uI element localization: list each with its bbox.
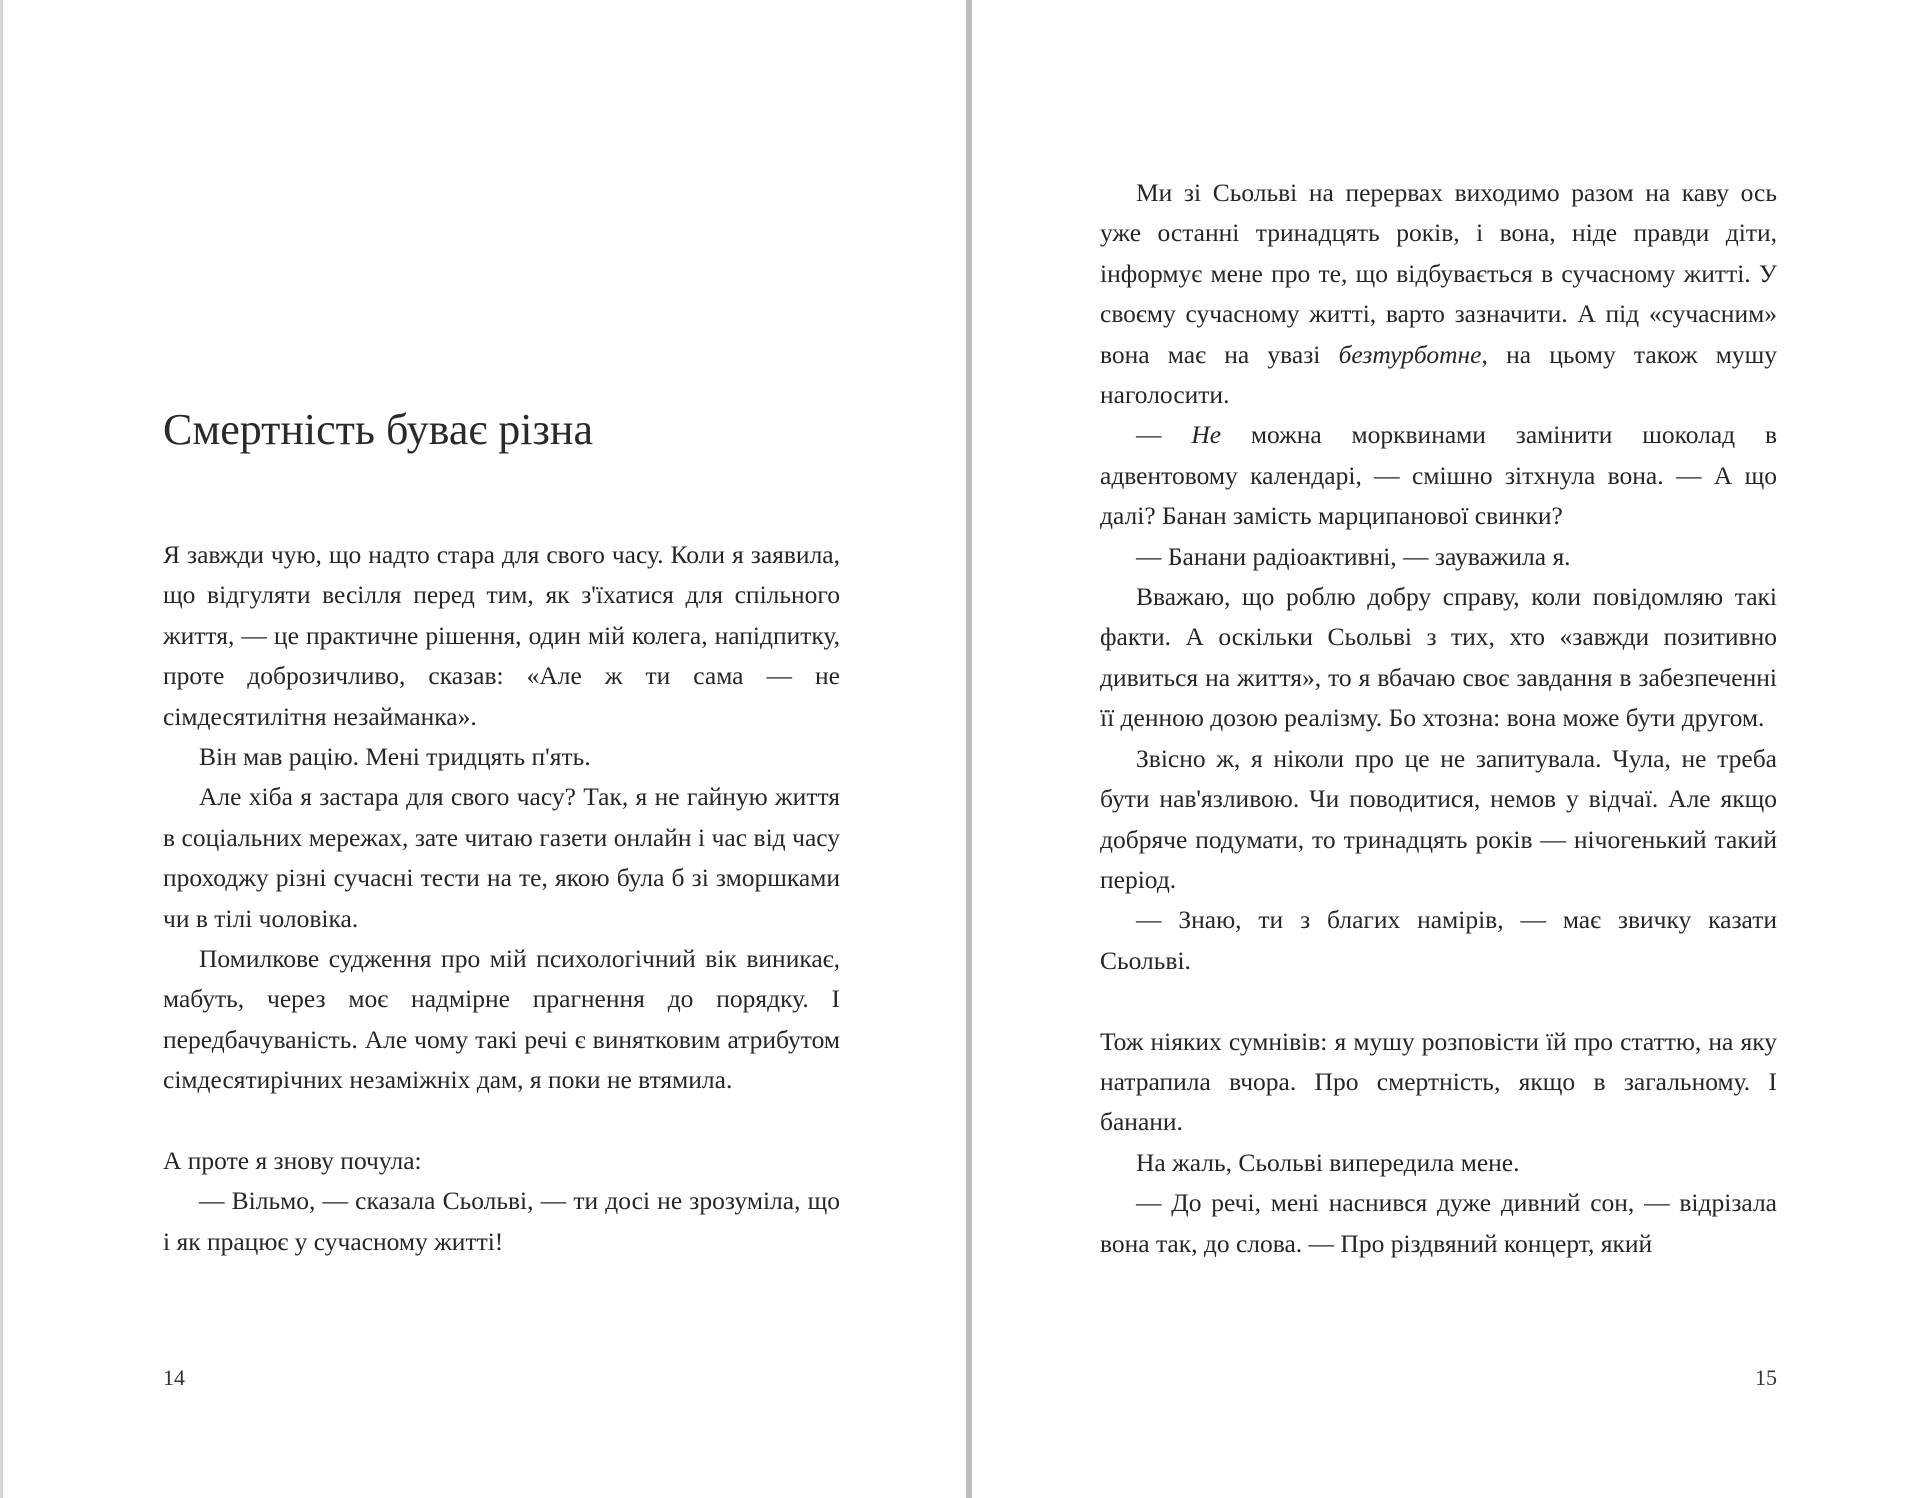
paragraph-text: , на цьому також мушу наголосити.	[1100, 339, 1778, 410]
paragraph: Він мав рацію. Мені тридцять п'ять.	[199, 742, 591, 772]
paragraph: Вважаю, що роблю добру справу, коли повідомляю такі факти. А оскільки Сьольві з тих, хто «завжди позитивно дивиться на життя», то я вбачаю своє завдання в забезпеченні її денною дозою реалізму. Бо хтозна: вона може бути другом.	[1100, 582, 1777, 733]
paragraph-text: Ми зі Сьольві на перервах виходимо разом на каву ось уже останні тринадцять років, і вона, ніде правди діти, інформує мене про те, що відбувається в сучасному житті. У своєму сучасному житті, варто зазначити. А під «сучасним» вона має на увазі	[1100, 178, 1777, 369]
paragraph: Помилкове судження про мій психологічний вік виникає, мабуть, через моє надмірне прагнення до порядку. І передбачуваність. Але чому такі речі є винятковим атрибутом сімдесятирічних незаміжніх дам, я поки не втямила.	[163, 944, 840, 1095]
right-page	[972, 0, 1920, 1498]
paragraph: А проте я знову почула:	[163, 1146, 422, 1176]
paragraph: На жаль, Сьольві випередила мене.	[1136, 1147, 1520, 1177]
paragraph	[1100, 415, 1777, 536]
left-page-text	[163, 535, 840, 1262]
paragraph: — Вільмо, — сказала Сьольві, — ти досі не зрозуміла, що і як працює у сучасному житті!	[163, 1186, 840, 1256]
emphasis: безтурботне	[1338, 339, 1482, 369]
emphasis: Не	[1191, 420, 1222, 450]
paragraph: Я завжди чую, що надто стара для свого часу. Коли я заявила, що відгуляти весілля перед тим, як з'їхатися для спільного життя, — це практичне рішення, один мій колега, напідпитку, проте доброзичливо, сказав: «Але ж ти сама — не сімдесятилітня незайманка».	[163, 540, 840, 731]
page-number: 14	[163, 1365, 185, 1390]
paragraph: Звісно ж, я ніколи про це не запитувала. Чула, не треба бути нав'язливою. Чи поводитися, немов у відчаї. Але якщо добряче подумати, то тринадцять років — нічогенький такий період.	[1100, 743, 1777, 894]
paragraph: — Банани радіоактивні, — зауважила я.	[1136, 541, 1571, 571]
chapter-title: Смертність буває різна	[163, 405, 593, 454]
paragraph: Тож ніяких сумнівів: я мушу розповісти їй про статтю, на яку натрапила вчора. Про смертність, якщо в загальному. І банани.	[1100, 1026, 1777, 1137]
paragraph	[1100, 173, 1777, 415]
dialogue-dash: —	[1136, 420, 1192, 450]
right-page-text	[1100, 173, 1777, 1264]
paragraph: — Знаю, ти з благих намірів, — має звичку казати Сьольві.	[1100, 905, 1777, 975]
page-number: 15	[1755, 1365, 1777, 1390]
paragraph-text: можна морквинами замінити шоколад в адвентовому календарі, — смішно зітхнула вона. — А що далі? Банан замість марципанової свинки?	[1100, 420, 1777, 531]
paragraph: Але хіба я застара для свого часу? Так, я не гайную життя в соціальних мережах, зате читаю газети онлайн і час від часу проходжу різні сучасні тести на те, якою була б зі зморшками чи в тілі чоловіка.	[163, 782, 840, 933]
paragraph: — До речі, мені наснився дуже дивний сон, — відрізала вона так, до слова. — Про різдвяний концерт, який	[1100, 1188, 1777, 1258]
